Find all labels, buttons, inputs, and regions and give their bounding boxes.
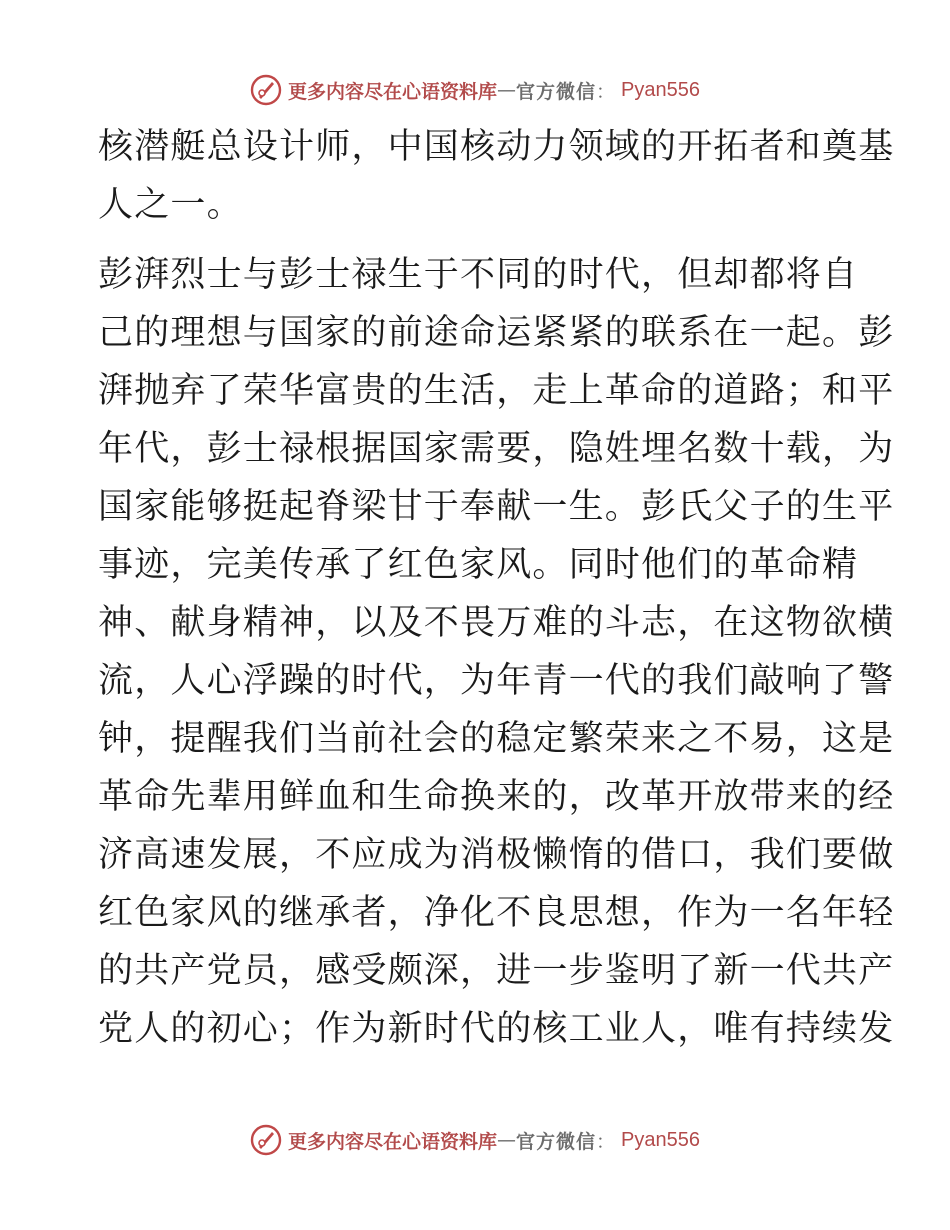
footer-official-text: 官方微信: [516, 1130, 597, 1153]
footer-colon: ：: [596, 1130, 616, 1153]
text-line: 党人的初心；作为新时代的核工业人，唯有持续发: [98, 1009, 895, 1049]
text-line: 年代，彭士禄根据国家需要，隐姓埋名数十载，为: [98, 429, 895, 469]
header-colon: ：: [596, 80, 616, 103]
header-brand-text: 更多内容尽在心语资料库: [287, 80, 497, 103]
text-line: 钟，提醒我们当前社会的稳定繁荣来之不易，这是: [98, 719, 895, 759]
text-line: 国家能够挺起脊梁甘于奉献一生。彭氏父子的生平: [98, 487, 895, 527]
footer-wechat-id: Pyan556: [621, 1128, 700, 1151]
document-body: [98, 118, 895, 1058]
footer-brand-text: 更多内容尽在心语资料库: [287, 1130, 497, 1153]
header-dash: —: [497, 79, 516, 101]
footer-banner: [0, 1122, 950, 1158]
header-banner: [0, 72, 950, 108]
header-official-text: 官方微信: [516, 80, 597, 103]
quill-logo-icon: [250, 1124, 282, 1156]
paragraph-1: [98, 118, 895, 234]
text-line: 红色家风的继承者，净化不良思想，作为一名年轻: [98, 893, 895, 933]
text-line: 彭湃烈士与彭士禄生于不同的时代，但却都将自: [98, 255, 859, 295]
text-line: 济高速发展，不应成为消极懒惰的借口，我们要做: [98, 835, 895, 875]
text-line: 事迹，完美传承了红色家风。同时他们的革命精: [98, 545, 859, 585]
footer-dash: —: [497, 1129, 516, 1151]
text-line: 人之一。: [98, 185, 243, 225]
text-line: 神、献身精神，以及不畏万难的斗志，在这物欲横: [98, 603, 895, 643]
text-line: 湃抛弃了荣华富贵的生活，走上革命的道路；和平: [98, 371, 895, 411]
text-line: 流，人心浮躁的时代，为年青一代的我们敲响了警: [98, 661, 895, 701]
paragraph-spacer: [98, 234, 858, 246]
paragraph-2: [98, 246, 895, 1058]
text-line: 革命先辈用鲜血和生命换来的，改革开放带来的经: [98, 777, 895, 817]
text-line: 己的理想与国家的前途命运紧紧的联系在一起。彭: [98, 313, 895, 353]
header-wechat-id: Pyan556: [621, 78, 700, 101]
text-line: 的共产党员，感受颇深，进一步鉴明了新一代共产: [98, 951, 895, 991]
quill-logo-icon: [250, 74, 282, 106]
text-line: 核潜艇总设计师，中国核动力领域的开拓者和奠基: [98, 127, 895, 167]
